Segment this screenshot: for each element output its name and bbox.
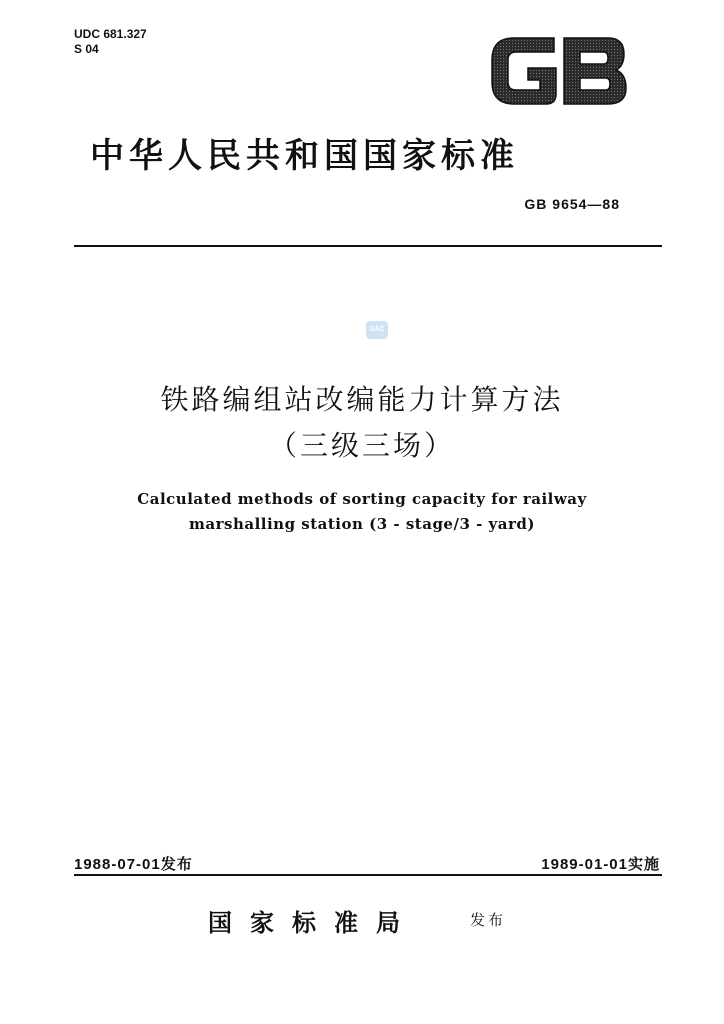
document-subtitle-cn: （三级三场） bbox=[268, 429, 455, 462]
gb-logo bbox=[484, 30, 632, 112]
udc-code: UDC 681.327 bbox=[74, 27, 147, 41]
issued-date: 1988-07-01发布 bbox=[74, 856, 193, 873]
publisher-name: 国家标准局 bbox=[208, 909, 418, 937]
effective-date: 1989-01-01实施 bbox=[541, 856, 660, 873]
publish-label: 发布 bbox=[470, 911, 507, 929]
footer-divider bbox=[74, 874, 662, 876]
document-title-en-line1: Calculated methods of sorting capacity for railway bbox=[137, 490, 587, 508]
document-title-en-line2: marshalling station (3 - stage/3 - yard) bbox=[189, 515, 535, 533]
standard-number: GB 9654—88 bbox=[524, 196, 620, 212]
classification-block bbox=[74, 27, 147, 57]
header-divider bbox=[74, 245, 662, 247]
class-code: S 04 bbox=[74, 42, 99, 56]
sac-watermark: SAC bbox=[366, 321, 388, 339]
national-standard-heading: 中华人民共和国国家标准 bbox=[90, 136, 519, 176]
document-title-cn: 铁路编组站改编能力计算方法 bbox=[160, 383, 564, 416]
